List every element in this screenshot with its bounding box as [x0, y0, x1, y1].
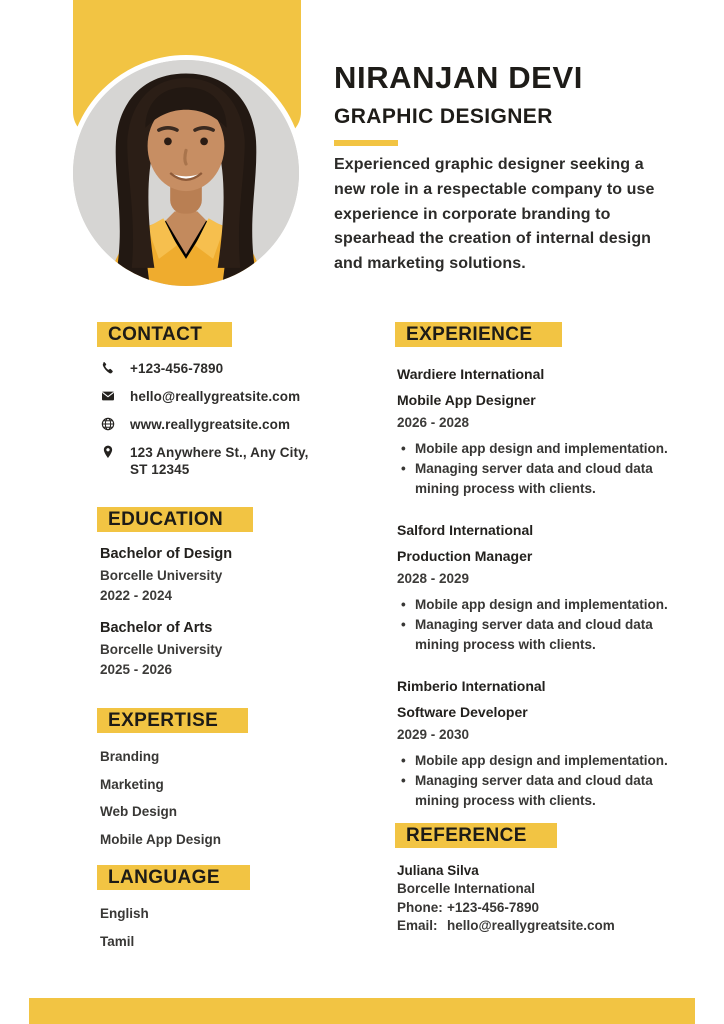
contact-address: 123 Anywhere St., Any City, ST 12345: [130, 445, 309, 477]
reference-email-value: hello@reallygreatsite.com: [447, 918, 615, 934]
reference-email-row: [397, 917, 685, 935]
job-bullet: [397, 595, 671, 615]
education-item: [100, 546, 327, 603]
reference-company: Borcelle International: [397, 881, 536, 897]
language-list: [97, 906, 327, 949]
contact-row-phone: [100, 360, 321, 377]
title-underline: [334, 140, 398, 146]
job-bullet-text: • Managing server data and cloud data mining process with clients.: [415, 773, 653, 808]
reference-heading: REFERENCE: [395, 823, 557, 848]
job-list: [395, 366, 671, 811]
skill-item: Web Design: [100, 804, 178, 819]
experience-section: [395, 322, 671, 834]
education-item: [100, 620, 327, 677]
profile-photo-illustration: [73, 60, 299, 286]
profile-summary: Experienced graphic designer seeking a new role in a respectable company to use experience in corporate branding to spearhead the creation of internal design and marketing solutions.: [334, 156, 655, 273]
contact-list: [97, 360, 321, 478]
reference-body: [395, 862, 685, 936]
language-section: [97, 865, 327, 962]
job-years: 2026 - 2028: [397, 415, 470, 430]
job-bullet: [397, 751, 671, 771]
contact-phone: +123-456-7890: [130, 361, 224, 376]
school-name: Borcelle University: [100, 568, 223, 583]
job-bullet: [397, 459, 671, 499]
profile-photo: [68, 55, 304, 291]
company-name: Salford International: [397, 522, 534, 538]
job-bullet: [397, 615, 671, 655]
education-list: [97, 546, 327, 677]
skill-item: Branding: [100, 749, 160, 764]
degree-name: Bachelor of Arts: [100, 620, 213, 636]
education-heading: EDUCATION: [97, 507, 253, 532]
job-bullet-text: • Mobile app design and implementation.: [415, 597, 668, 612]
reference-email-label: Email:: [397, 918, 438, 934]
job-entry: [397, 678, 671, 811]
contact-section: [97, 322, 321, 489]
contact-heading: CONTACT: [97, 322, 232, 347]
job-bullet-text: • Managing server data and cloud data mining process with clients.: [415, 461, 653, 496]
experience-heading: EXPERIENCE: [395, 322, 562, 347]
reference-section: [395, 823, 685, 936]
company-name: Wardiere International: [397, 366, 545, 382]
contact-email: hello@reallygreatsite.com: [130, 389, 301, 404]
expertise-list: [97, 749, 327, 847]
reference-phone-value: +123-456-7890: [447, 899, 539, 915]
job-bullet-text: • Mobile app design and implementation.: [415, 753, 668, 768]
expertise-section: [97, 708, 327, 859]
skill-item: Mobile App Design: [100, 831, 221, 847]
footer-accent-bar: [29, 998, 695, 1024]
job-title: GRAPHIC DESIGNER: [334, 105, 553, 128]
globe-icon: [100, 416, 116, 432]
role-name: Production Manager: [397, 548, 533, 564]
skill-item: Marketing: [100, 776, 164, 792]
job-bullet-text: • Managing server data and cloud data mining process with clients.: [415, 617, 653, 652]
role-name: Software Developer: [397, 704, 528, 720]
reference-phone-label: Phone:: [397, 899, 443, 915]
location-icon: [100, 444, 116, 460]
education-section: [97, 507, 327, 694]
company-name: Rimberio International: [397, 678, 546, 694]
email-icon: [100, 388, 116, 404]
reference-name: Juliana Silva: [397, 863, 479, 878]
language-item: Tamil: [100, 934, 135, 949]
education-years: 2022 - 2024: [100, 588, 173, 603]
job-years: 2028 - 2029: [397, 571, 470, 586]
job-years: 2029 - 2030: [397, 727, 470, 742]
language-heading: LANGUAGE: [97, 865, 250, 890]
school-name: Borcelle University: [100, 642, 223, 657]
language-item: English: [100, 906, 149, 921]
reference-phone-row: [397, 899, 685, 917]
job-entry: [397, 366, 671, 499]
page-title: NIRANJAN DEVI: [334, 60, 583, 95]
expertise-heading: EXPERTISE: [97, 708, 248, 733]
job-bullet: [397, 771, 671, 811]
job-entry: [397, 522, 671, 655]
job-bullet-text: • Mobile app design and implementation.: [415, 441, 668, 456]
education-years: 2025 - 2026: [100, 662, 173, 677]
contact-website: www.reallygreatsite.com: [130, 417, 291, 432]
job-bullet: [397, 439, 671, 459]
contact-row-address: [100, 444, 321, 478]
role-name: Mobile App Designer: [397, 392, 536, 408]
degree-name: Bachelor of Design: [100, 546, 233, 562]
contact-row-email: [100, 388, 321, 405]
phone-icon: [100, 360, 116, 376]
contact-row-website: [100, 416, 321, 433]
